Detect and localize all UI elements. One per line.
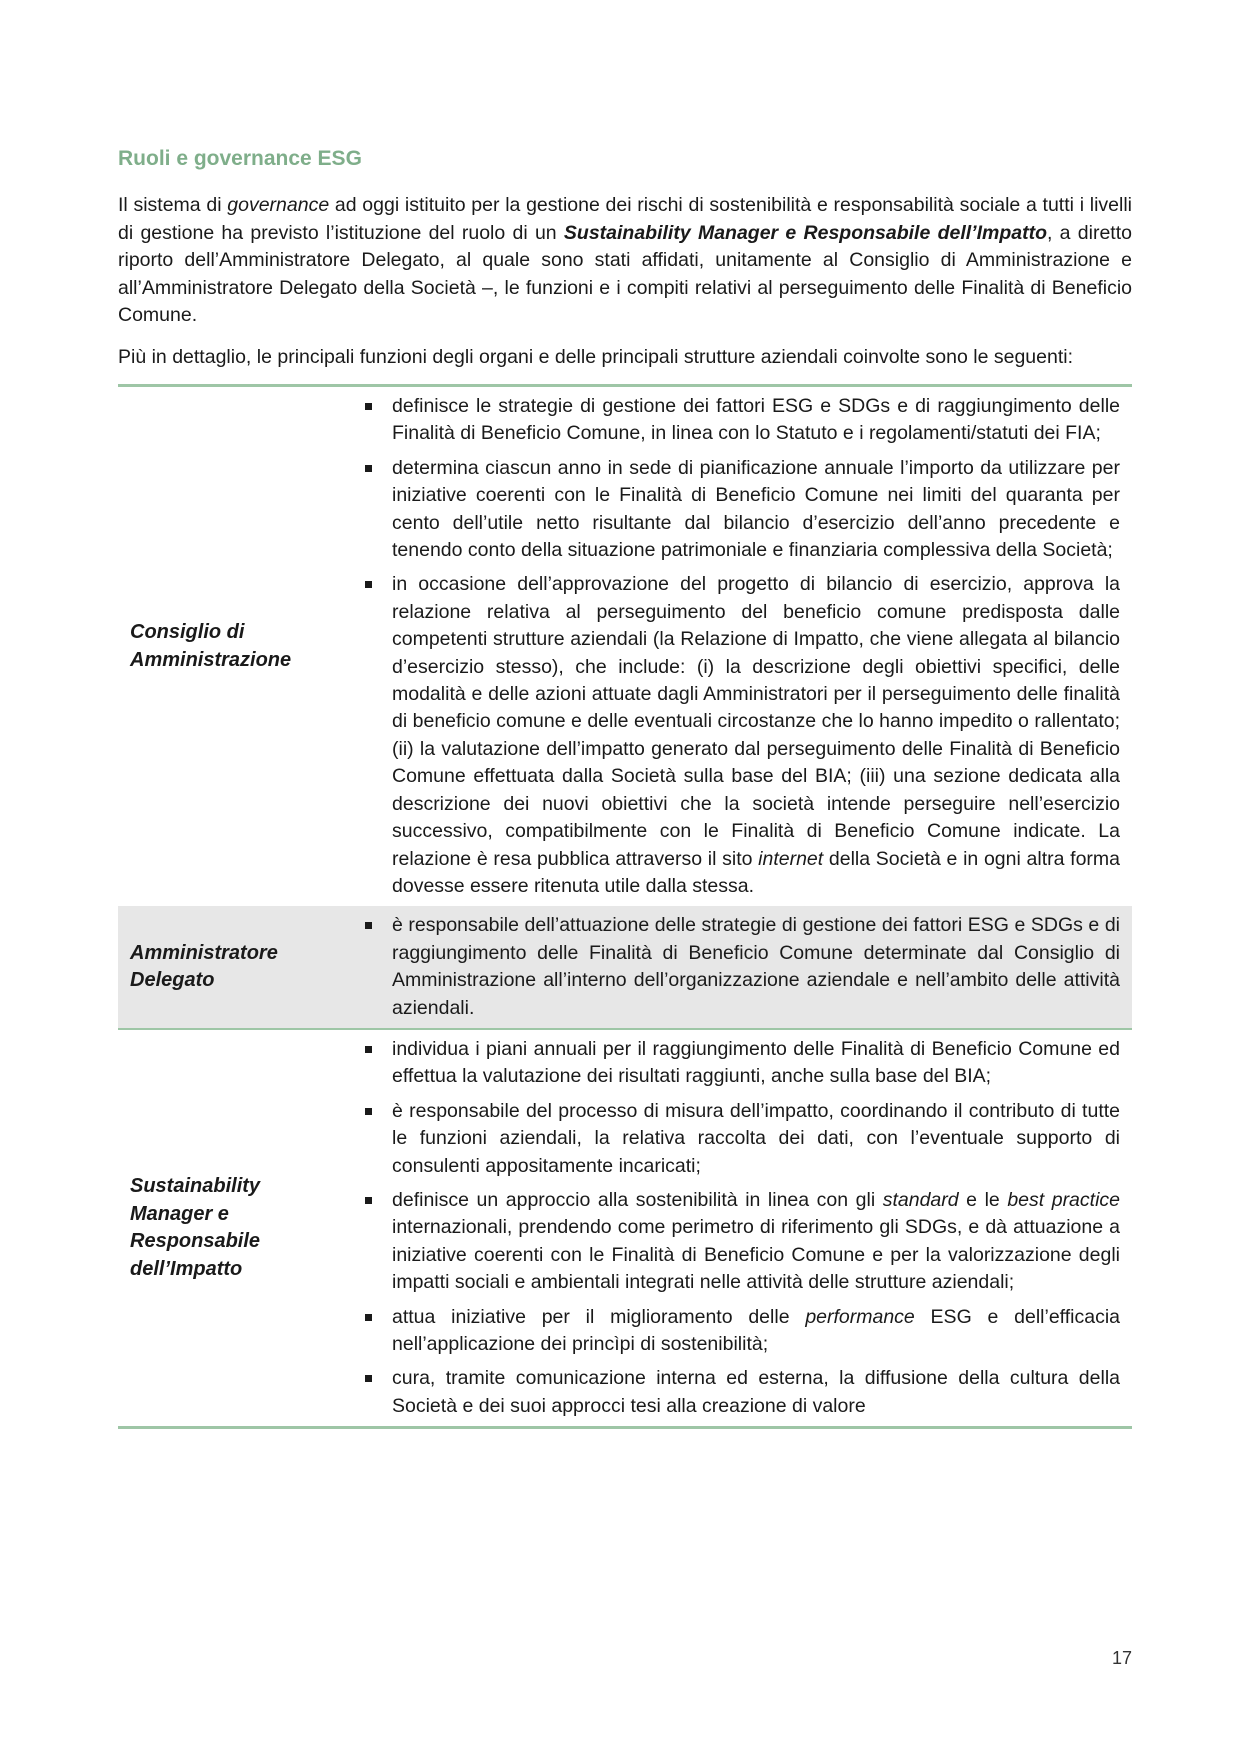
role-name-line: Delegato [130,969,215,992]
page-number: 17 [1111,1648,1132,1668]
duty-list [362,1036,1120,1420]
table-row [118,386,1132,907]
role-duties [362,386,1132,907]
role-name-line: Manager e [130,1202,229,1225]
duty-text: è responsabile del processo di misura dell’impatto, coordinando il contributo di tutte le funzioni aziendali, la relativa raccolta dei dati, con l’eventuale supporto di consulenti appositamente incaricati; [392,1099,1120,1177]
duty-text: attua iniziative per il miglioramento delle [392,1305,806,1328]
role-name [118,1029,362,1428]
role-name-line: Amministratore [130,941,278,964]
role-name [118,386,362,907]
detail-paragraph: Più in dettaglio, le principali funzioni degli organi e delle principali strutture aziendali coinvolte sono le seguenti: [118,345,1073,368]
square-bullet-icon [365,1108,372,1115]
duty-text-italic: standard [882,1188,959,1211]
list-item [362,1304,1120,1359]
text-run-italic: governance [227,194,330,216]
duty-text-italic: internet [758,847,824,870]
role-name-line: Consiglio di [130,621,245,644]
role-name-line: dell’Impatto [130,1257,243,1280]
role-name-line: Amministrazione [130,648,292,671]
table-row [118,1029,1132,1428]
duty-text: definisce le strategie di gestione dei fattori ESG e SDGs e di raggiungimento delle Finalità di Beneficio Comune, in linea con lo Statuto e i regolamenti/statuti dei FIA; [392,395,1120,445]
duty-text: è responsabile dell’attuazione delle strategie di gestione dei fattori ESG e SDGs e di raggiungimento delle Finalità di Beneficio Comune determinate dal Consiglio di Amministrazione all’interno dell’organizzazione aziendale e nell’ambito delle attività aziendali. [392,914,1120,1019]
text-run-bold-italic: Sustainability Manager e Responsabile dell’Impatto [563,221,1047,244]
list-item [362,1187,1120,1297]
square-bullet-icon [365,1046,372,1053]
duty-text-italic: performance [805,1305,915,1328]
text-run: ad oggi istituito per la gestione dei rischi di sostenibilità e responsabilità sociale a tutti i livelli di gestione ha previsto l’istituzione del ruolo di un [118,194,1132,244]
role-name [118,906,362,1029]
square-bullet-icon [365,581,372,588]
duty-text: della Società e in ogni altra forma dovesse essere ritenuta utile dalla stessa. [392,847,1120,897]
role-name-line: Sustainability [130,1175,261,1198]
square-bullet-icon [365,1375,372,1382]
intro-paragraph [118,192,1132,330]
list-item [362,1098,1120,1180]
list-item [362,912,1120,1022]
role-name-line: Responsabile [130,1230,261,1253]
list-item [362,571,1120,900]
duty-text: e le [958,1188,1008,1211]
square-bullet-icon [365,1197,372,1204]
duty-list [362,393,1120,900]
list-item [362,455,1120,565]
duty-text: in occasione dell’approvazione del progetto di bilancio di esercizio, approva la relazione relativa al perseguimento del beneficio comune predisposta dalle competenti strutture aziendali (la Relazione di Impatto, che viene allegata al bilancio d’esercizio stesso), che include: (i) la descrizione degli obiettivi specifici, delle modalità e delle azioni attuate dagli Amministratori per il perseguimento delle finalità di beneficio comune e delle eventuali circostanze che lo hanno impedito o rallentato; (ii) la valutazione dell’impatto generato dal perseguimento delle Finalità di Beneficio Comune effettuata dalla Società sulla base del BIA; (iii) una sezione dedicata alla descrizione dei nuovi obiettivi che la società intende perseguire nell’esercizio successivo, compatibilmente con le Finalità di Beneficio Comune indicate. La relazione è resa pubblica attraverso il sito [392,573,1120,870]
square-bullet-icon [365,465,372,472]
list-item [362,1036,1120,1091]
duty-text-italic: best practice [1007,1188,1120,1211]
square-bullet-icon [365,1314,372,1321]
duty-text: internazionali, prendendo come perimetro di riferimento gli SDGs, e dà attuazione a iniziative coerenti con le Finalità di Beneficio Comune e per la valorizzazione degli impatti sociali e ambientali integrati nelle attività delle strutture aziendali; [392,1216,1120,1294]
duty-text: cura, tramite comunicazione interna ed esterna, la diffusione della cultura della Società e dei suoi approcci tesi alla creazione di valore [392,1367,1120,1417]
duty-text: definisce un approccio alla sostenibilità in linea con gli [392,1188,883,1211]
text-run: Il sistema di [118,194,228,216]
role-duties [362,906,1132,1029]
duty-text: ESG e dell’efficacia nell’applicazione dei princìpi di sostenibilità; [392,1305,1120,1355]
list-item [362,1365,1120,1420]
section-title: Ruoli e governance ESG [118,147,362,170]
duty-text: individua i piani annuali per il raggiungimento delle Finalità di Beneficio Comune ed effettua la valutazione dei risultati raggiunti, anche sulla base del BIA; [392,1037,1120,1088]
duty-text: determina ciascun anno in sede di pianificazione annuale l’importo da utilizzare per iniziative coerenti con le Finalità di Beneficio Comune nei limiti del quaranta per cento dell’utile netto risultante dal bilancio d’esercizio dell’anno precedente e tenendo conto della situazione patrimoniale e finanziaria complessiva della Società; [392,456,1120,562]
square-bullet-icon [365,922,372,929]
table-row [118,906,1132,1029]
document-page [118,146,1132,1429]
duty-list [362,912,1120,1022]
text-run: , a diretto riporto dell’Amministratore Delegato, al quale sono stati affidati, unitamente al Consiglio di Amministrazione e all’Amministratore Delegato della Società –, le funzioni e i compiti relativi al perseguimento delle Finalità di Beneficio Comune. [118,221,1132,326]
roles-table [118,384,1132,1429]
role-duties [362,1029,1132,1428]
square-bullet-icon [365,403,372,410]
list-item [362,393,1120,448]
